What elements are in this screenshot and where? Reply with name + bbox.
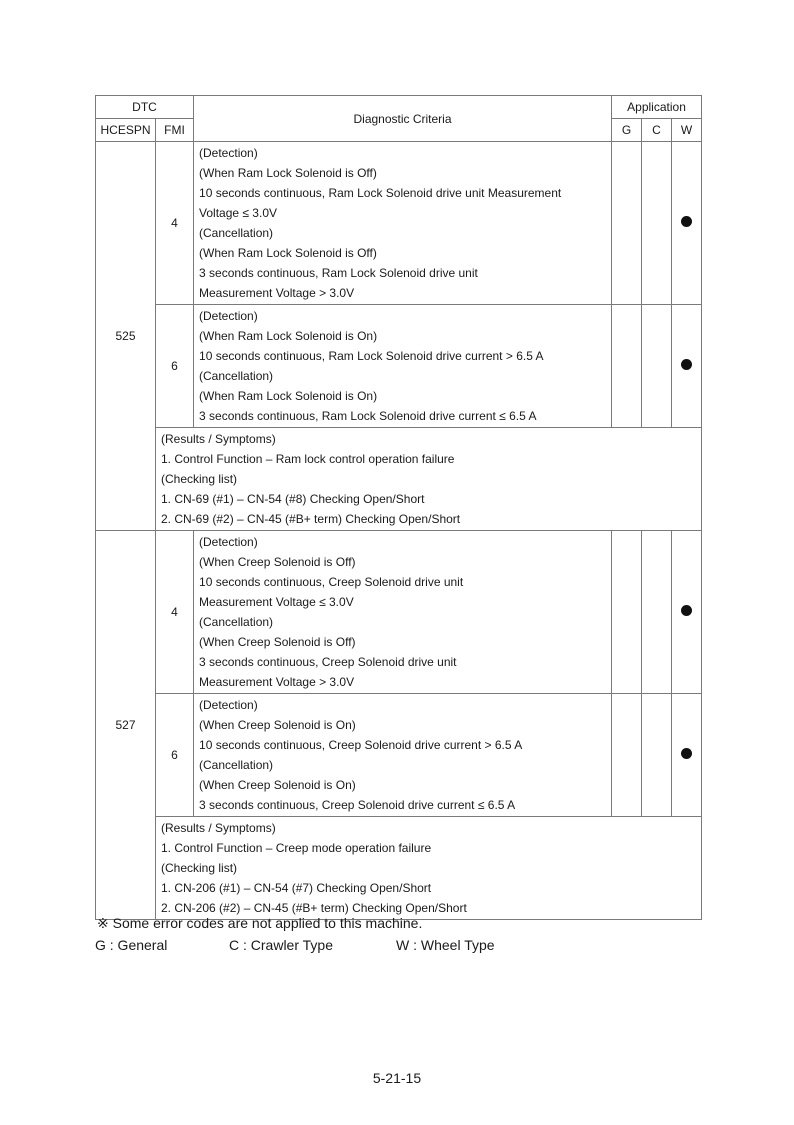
- header-w: W: [672, 119, 702, 142]
- legend-general: G : General: [95, 937, 168, 953]
- application-w-cell: [672, 305, 702, 428]
- criteria-line: (When Ram Lock Solenoid is Off): [199, 246, 377, 260]
- fmi-cell: 6: [156, 694, 194, 817]
- applicable-dot-icon: [681, 216, 692, 227]
- criteria-line: 3 seconds continuous, Creep Solenoid drive unit: [199, 655, 457, 669]
- criteria-line: (When Ram Lock Solenoid is On): [199, 329, 378, 343]
- hcespn-cell: 525: [96, 142, 156, 531]
- criteria-cell: [194, 531, 612, 694]
- legend-crawler: C : Crawler Type: [229, 937, 333, 953]
- application-g-cell: [612, 531, 642, 694]
- results-line: (Results / Symptoms): [161, 432, 276, 446]
- fmi-row: [96, 531, 702, 694]
- applicable-dot-icon: [681, 359, 692, 370]
- criteria-line: 3 seconds continuous, Creep Solenoid drive current ≤ 6.5 A: [199, 798, 516, 812]
- footnote: ※ Some error codes are not applied to this machine.: [97, 915, 423, 931]
- results-line: (Checking list): [161, 472, 238, 486]
- results-cell: [156, 428, 702, 531]
- results-line: (Results / Symptoms): [161, 821, 276, 835]
- hcespn-cell: 527: [96, 531, 156, 920]
- criteria-line: Voltage ≤ 3.0V: [199, 206, 277, 220]
- results-line: 2. CN-69 (#2) – CN-45 (#B+ term) Checking Open/Short: [161, 512, 461, 526]
- criteria-cell: [194, 305, 612, 428]
- header-g: G: [612, 119, 642, 142]
- criteria-line: (When Ram Lock Solenoid is Off): [199, 166, 377, 180]
- results-line: 1. Control Function – Creep mode operation failure: [161, 841, 432, 855]
- criteria-line: 10 seconds continuous, Creep Solenoid drive unit: [199, 575, 464, 589]
- results-line: 1. CN-206 (#1) – CN-54 (#7) Checking Open/Short: [161, 881, 432, 895]
- application-w-cell: [672, 142, 702, 305]
- page-number: 5-21-15: [372, 1070, 422, 1086]
- application-g-cell: [612, 694, 642, 817]
- criteria-line: (Cancellation): [199, 226, 274, 240]
- criteria-line: (Cancellation): [199, 369, 274, 383]
- criteria-line: (Detection): [199, 698, 258, 712]
- criteria-line: (When Ram Lock Solenoid is On): [199, 389, 378, 403]
- fmi-row: [96, 694, 702, 817]
- applicable-dot-icon: [681, 748, 692, 759]
- fmi-cell: 4: [156, 142, 194, 305]
- header-c: C: [642, 119, 672, 142]
- fmi-cell: 4: [156, 531, 194, 694]
- criteria-cell: [194, 694, 612, 817]
- header-fmi: FMI: [156, 119, 194, 142]
- criteria-line: (When Creep Solenoid is On): [199, 718, 356, 732]
- criteria-line: 10 seconds continuous, Creep Solenoid drive current > 6.5 A: [199, 738, 523, 752]
- criteria-line: 3 seconds continuous, Ram Lock Solenoid drive unit: [199, 266, 478, 280]
- application-w-cell: [672, 694, 702, 817]
- criteria-line: (Detection): [199, 535, 258, 549]
- results-line: (Checking list): [161, 861, 238, 875]
- criteria-line: (Cancellation): [199, 758, 274, 772]
- criteria-line: Measurement Voltage ≤ 3.0V: [199, 595, 354, 609]
- header-application: Application: [612, 96, 702, 119]
- results-row: [96, 428, 702, 531]
- applicable-dot-icon: [681, 605, 692, 616]
- criteria-line: (Detection): [199, 146, 258, 160]
- header-dtc: DTC: [96, 96, 194, 119]
- legend-wheel: W : Wheel Type: [396, 937, 495, 953]
- results-row: [96, 817, 702, 920]
- application-c-cell: [642, 305, 672, 428]
- results-line: 1. CN-69 (#1) – CN-54 (#8) Checking Open/Short: [161, 492, 425, 506]
- criteria-line: (Cancellation): [199, 615, 274, 629]
- application-c-cell: [642, 694, 672, 817]
- dtc-table: [95, 95, 702, 920]
- application-g-cell: [612, 305, 642, 428]
- criteria-line: (When Creep Solenoid is Off): [199, 555, 356, 569]
- fmi-row: [96, 305, 702, 428]
- header-hcespn: HCESPN: [96, 119, 156, 142]
- header-diagnostic-criteria: Diagnostic Criteria: [194, 96, 612, 142]
- fmi-cell: 6: [156, 305, 194, 428]
- results-cell: [156, 817, 702, 920]
- application-c-cell: [642, 142, 672, 305]
- criteria-line: 10 seconds continuous, Ram Lock Solenoid drive current > 6.5 A: [199, 349, 544, 363]
- criteria-line: (When Creep Solenoid is Off): [199, 635, 356, 649]
- results-line: 2. CN-206 (#2) – CN-45 (#B+ term) Checking Open/Short: [161, 901, 467, 915]
- criteria-cell: [194, 142, 612, 305]
- application-w-cell: [672, 531, 702, 694]
- criteria-line: Measurement Voltage > 3.0V: [199, 286, 355, 300]
- criteria-line: (Detection): [199, 309, 258, 323]
- criteria-line: 3 seconds continuous, Ram Lock Solenoid drive current ≤ 6.5 A: [199, 409, 537, 423]
- application-g-cell: [612, 142, 642, 305]
- fmi-row: [96, 142, 702, 305]
- criteria-line: Measurement Voltage > 3.0V: [199, 675, 355, 689]
- criteria-line: (When Creep Solenoid is On): [199, 778, 356, 792]
- results-line: 1. Control Function – Ram lock control operation failure: [161, 452, 455, 466]
- criteria-line: 10 seconds continuous, Ram Lock Solenoid drive unit Measurement: [199, 186, 562, 200]
- application-c-cell: [642, 531, 672, 694]
